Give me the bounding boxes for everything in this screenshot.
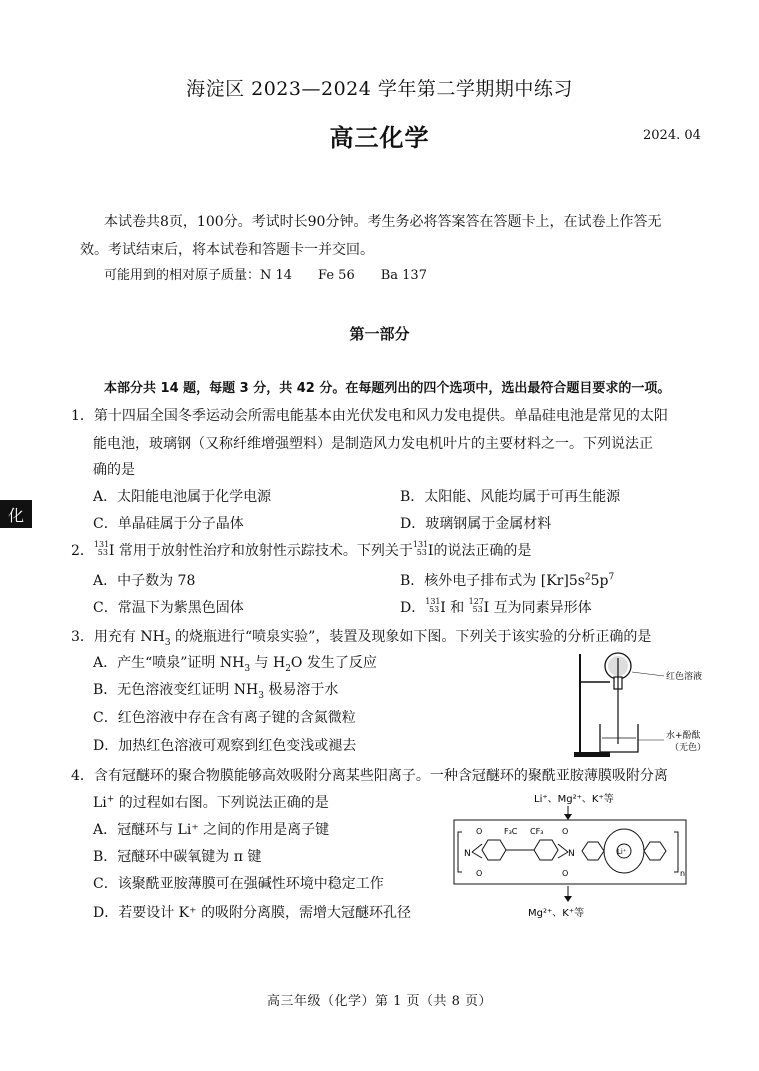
svg-text:O: O (562, 827, 569, 836)
q1-option-a: A．太阳能电池属于化学电源 (93, 489, 272, 505)
q4-option-a: A．冠醚环与 Li⁺ 之间的作用是离子键 (93, 822, 330, 838)
fig-label-colorless: （无色） (670, 743, 707, 753)
q4-option-d: D．若要设计 K⁺ 的吸附分离膜，需增大冠醚环孔径 (93, 905, 411, 921)
instructions-line-2: 效。考试结束后，将本试卷和答题卡一并交回。 (80, 242, 374, 258)
q2-number: 2． (71, 543, 94, 559)
q1-option-c: C．单晶硅属于分子晶体 (93, 516, 244, 532)
q4-option-b: B．冠醚环中碳氧键为 π 键 (93, 849, 262, 865)
q1-option-d: D．玻璃钢属于金属材料 (400, 516, 552, 532)
exam-title: 海淀区 2023—2024 学年第二学期期中练习 (186, 78, 573, 100)
q2-stem: 2． 131 53 I 常用于放射性治疗和放射性示踪技术。下列关于 131 53 I的说法正确的是 (71, 540, 532, 559)
svg-text:O: O (476, 869, 483, 878)
q2-isotope-1: 131 53 (93, 540, 110, 557)
q2-isotope-2: 131 53 (412, 540, 429, 557)
fig-n-subscript: n (680, 869, 686, 878)
q2-option-a: A．中子数为 78 (93, 573, 196, 589)
fountain-experiment-figure (572, 648, 722, 760)
fig-top-ions: Li⁺、Mg²⁺、K⁺等 (534, 794, 614, 805)
subject-title: 高三化学 (329, 123, 430, 152)
svg-text:N: N (568, 849, 575, 859)
section-intro: 本部分共 14 题，每题 3 分，共 42 分。在每题列出的四个选项中，选出最符合题目要求的一项。 (104, 381, 671, 396)
q2-option-d: D． 131 53 I 和 127 53 I 互为同素异形体 (400, 597, 592, 616)
section-title: 第一部分 (349, 325, 410, 343)
q2-option-c: C．常温下为紫黑色固体 (93, 600, 244, 616)
page-footer: 高三年级（化学）第 1 页（共 8 页） (266, 994, 493, 1009)
q1-stem-line-1: 1．第十四届全国冬季运动会所需电能基本由光伏发电和风力发电提供。单晶硅电池是常见的太阳 (71, 408, 668, 424)
side-tab: 化 (0, 500, 32, 528)
svg-text:N: N (464, 849, 471, 859)
fig-li-ion: Li⁺ (617, 848, 627, 856)
atomic-masses: 可能用到的相对原子质量：N 14 Fe 56 Ba 137 (104, 268, 427, 283)
q3-option-b: B．无色溶液变红证明 $NH_3$ 极易溶于水 (93, 682, 339, 701)
exam-date: 2024. 04 (643, 128, 701, 143)
q1-option-b: B．太阳能、风能均属于可再生能源 (400, 489, 621, 505)
q1-stem-line-3: 确的是 (93, 462, 135, 478)
q2-stem-text-a: 常用于放射性治疗和放射性示踪技术。下列关于 (118, 543, 413, 559)
fig-f3c: F₃C (504, 827, 518, 836)
q3-stem: 3．用充有 $NH_3$ 的烧瓶进行“喷泉实验”，装置及现象如下图。下列关于该实验的分析正确的是 (71, 629, 652, 648)
q3-option-c: C．红色溶液中存在含有离子键的含氮微粒 (93, 710, 356, 726)
q1-stem-line-2: 能电池，玻璃钢（又称纤维增强塑料）是制造风力发电机叶片的主要材料之一。下列说法正 (93, 436, 653, 452)
instructions-line-1: 本试卷共8页，100分。考试时长90分钟。考生务必将答案答在答题卡上，在试卷上作答无 (104, 214, 662, 230)
svg-text:O: O (476, 827, 483, 836)
fig-label-red-solution: 红色溶液 (666, 672, 703, 682)
q2-stem-text-b: 的说法正确的是 (433, 543, 532, 559)
q4-stem-line-1: 4．含有冠醚环的聚合物膜能够高效吸附分离某些阳离子。一种含冠醚环的聚酰亚胺薄膜吸附分离 (71, 768, 668, 784)
q3-option-a: A．产生“喷泉”证明 $NH_3$ 与 $H_2O$ 发生了反应 (93, 655, 377, 674)
svg-text:O: O (562, 869, 569, 878)
q4-option-c: C．该聚酰亚胺薄膜可在强碱性环境中稳定工作 (93, 876, 384, 892)
fig-cf3: CF₃ (530, 827, 544, 836)
fig-label-water-phenol: 水+酚酞 (666, 731, 701, 741)
q3-option-d: D．加热红色溶液可观察到红色变浅或褪去 (93, 738, 357, 754)
fig-bottom-ions: Mg²⁺、K⁺等 (528, 908, 585, 919)
q4-stem-line-2: Li+ 的过程如右图。下列说法正确的是 (93, 794, 329, 811)
q2-option-b: B．核外电子排布式为 $[Kr]5s^25p^7$ (400, 572, 615, 589)
crown-ether-film-figure (448, 788, 698, 936)
